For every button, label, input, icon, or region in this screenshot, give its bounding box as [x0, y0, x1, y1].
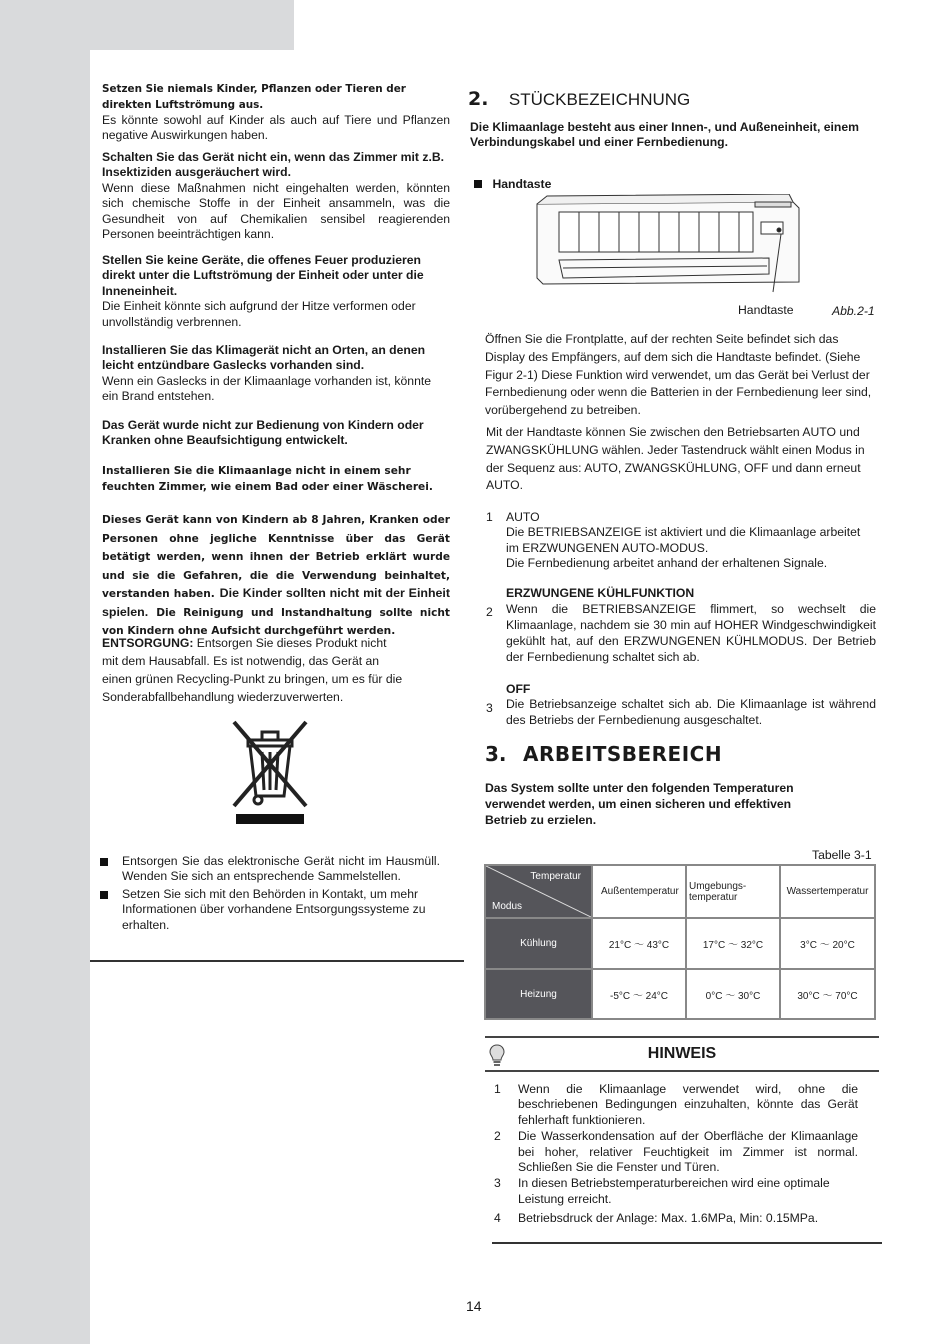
note-text: Die Wasserkondensation auf der Oberfläche der Klimaanlage bei hoher, relativer Feuchtigkeit im Zimmer ist normal. Schließen Sie die Fenster und Türen. — [518, 1129, 858, 1175]
note-number: 2 — [494, 1129, 501, 1144]
mode-item-off — [486, 682, 876, 728]
cell-cooling-ambient: 17°C ～ 32°C — [687, 919, 779, 968]
warning-children-play: Die Kinder sollten nicht mit der Einheit spielen. — [102, 586, 450, 619]
note-text: Betriebsdruck der Anlage: Max. 1.6MPa, Min: 0.15MPa. — [518, 1211, 819, 1226]
item-title: ERZWUNGENE KÜHLFUNKTION — [506, 586, 695, 600]
warning-open-fire — [102, 253, 450, 330]
weee-crossed-bin-icon — [228, 718, 312, 826]
warning-children-plants — [102, 82, 450, 144]
page-number: 14 — [466, 1298, 482, 1314]
note-item — [494, 1129, 858, 1175]
page-margin-left — [0, 0, 90, 1344]
warning-heading: Dieses Gerät kann von Kindern ab 8 Jahren, Kranken oder Personen ohne jegliche Kenntnisse über das Gerät betätigt werden, wenn ihnen der Betrieb erklärt wurde und sie die Gefahren, die die Verwendung beinhaltet, verstanden haben. — [102, 514, 450, 600]
bullet-item — [100, 887, 440, 933]
section-3-intro: Das System sollte unter den folgenden Temperaturen verwendet werden, um einen sicheren und effektiven Betrieb zu erzielen. — [485, 781, 794, 827]
warning-heading: Installieren Sie das Klimagerät nicht an Orten, an denen leicht entzündbare Gaslecks vorhanden sind. — [102, 343, 426, 373]
cell-heating-water: 30°C ～ 70°C — [781, 970, 874, 1018]
warning-heading: Setzen Sie niemals Kinder, Pflanzen oder Tieren der direkten Luftströmung aus. — [102, 83, 406, 111]
note-number: 4 — [494, 1211, 501, 1226]
warning-humid-room — [102, 463, 450, 495]
note-header-box — [485, 1036, 879, 1072]
table-corner-cell — [486, 866, 591, 917]
item-number: 2 — [486, 605, 493, 619]
warning-gas-leak — [102, 343, 450, 405]
cell-heating-ambient: 0°C ～ 30°C — [687, 970, 779, 1018]
section-2-heading — [468, 88, 690, 110]
mode-item-forced-cooling — [486, 586, 876, 665]
warning-children-age — [102, 510, 450, 640]
bullet-text: Setzen Sie sich mit den Behörden in Kontakt, um mehr Informationen über vorhandene Entsorgungssysteme zu erhalten. — [122, 886, 426, 932]
section-2-intro: Die Klimaanlage besteht aus einer Innen-, und Außeneinheit, einem Verbindungskabel und einer Fernbedienung. — [470, 120, 859, 150]
header-water-temp: Wassertemperatur — [781, 866, 874, 917]
temperature-table — [484, 864, 876, 1020]
header-outdoor-temp: Außentemperatur — [593, 866, 685, 917]
warning-heading: Schalten Sie das Gerät nicht ein, wenn das Zimmer mit z.B. Insektiziden ausgeräuchert wird. — [102, 150, 445, 180]
item-text: Die BETRIEBSANZEIGE ist aktiviert und die Klimaanlage arbeitet im ERZWUNGENEN AUTO-MODUS. — [506, 525, 861, 555]
warning-heading: Stellen Sie keine Geräte, die offenes Feuer produzieren direkt unter die Luftströmung der Einheit oder unter die Inneneinheit. — [102, 253, 424, 298]
indoor-unit-illustration — [533, 194, 805, 294]
item-title: AUTO — [506, 510, 540, 524]
section-title: ARBEITSBEREICH — [522, 742, 723, 766]
warning-body: Die Einheit könnte sich aufgrund der Hitze verformen oder unvollständig verbrennen. — [102, 299, 416, 329]
header-ambient-temp: Umgebungs- temperatur — [687, 866, 779, 917]
item-title: OFF — [506, 682, 531, 696]
note-item — [494, 1211, 858, 1226]
item-text: Die Betriebsanzeige schaltet sich ab. Die Klimaanlage ist während des Betriebs der Fernbedienung ausgeschaltet. — [506, 697, 876, 727]
note-text: In diesen Betriebstemperaturbereichen wird eine optimale Leistung erreicht. — [518, 1176, 830, 1206]
item-text-2: Die Fernbedienung arbeitet anhand der erhaltenen Signale. — [506, 556, 828, 571]
bullet-item — [100, 854, 440, 885]
disposal-text: Entsorgen Sie dieses Produkt nicht mit dem Hausabfall. Es ist notwendig, das Gerät an einen grünen Recycling-Punkt zu bringen, um es für die Sonderabfallbehandlung wiederzuverwerten. — [102, 636, 403, 704]
item-number: 1 — [486, 510, 493, 524]
handtaste-paragraph-1: Öffnen Sie die Frontplatte, auf der rechten Seite befindet sich das Display des Empfängers, auf dem sich die Handtaste befindet. (Siehe Figur 2-1) Diese Funktion wird verwendet, um das Gerät bei Verlust der Fernbedienung oder wenn die Batterien in der Fernbedienung leer sind, vorübergehend zu betreiben. — [485, 332, 872, 418]
bullet-square-icon — [100, 858, 108, 866]
bullet-square-icon — [100, 891, 108, 899]
figure-handtaste-label: Handtaste — [738, 303, 794, 317]
disposal-label: ENTSORGUNG: — [102, 636, 194, 650]
left-column-divider — [90, 960, 464, 962]
note-number: 3 — [494, 1176, 501, 1191]
corner-top-label: Temperatur — [530, 871, 581, 882]
note-number: 1 — [494, 1082, 501, 1096]
row-mode-heating: Heizung — [486, 970, 591, 1018]
note-list — [494, 1082, 858, 1227]
cell-heating-outdoor: -5°C ～ 24°C — [593, 970, 685, 1018]
bullet-text: Entsorgen Sie das elektronische Gerät nicht im Hausmüll. Wenden Sie sich an entsprechende Sammelstellen. — [122, 854, 440, 884]
section-3-heading — [485, 742, 722, 766]
note-item — [494, 1082, 858, 1128]
cell-cooling-water: 3°C ～ 20°C — [781, 919, 874, 968]
item-text: Wenn die BETRIEBSANZEIGE flimmert, so wechselt die Klimaanlage, nachdem sie 30 min auf HOHER Windgeschwindigkeit gekühlt hat, auf den ERZWUNGENEN KÜHLMODUS. Der Betrieb der Fernbedienung schaltet sich ab. — [506, 602, 876, 665]
table-caption: Tabelle 3-1 — [812, 848, 872, 862]
note-text: Wenn die Klimaanlage verwendet wird, ohne die beschriebenen Bedingungen einzuhalten, könnte das Gerät fehlerhaft funktionieren. — [518, 1082, 858, 1127]
row-mode-cooling: Kühlung — [486, 919, 591, 968]
section-number: 3. — [485, 742, 507, 766]
handtaste-heading — [474, 175, 551, 193]
warning-heading: Installieren Sie die Klimaanlage nicht in einem sehr feuchten Zimmer, wie einem Bad oder einer Wäscherei. — [102, 465, 433, 493]
section-number: 2. — [468, 88, 489, 110]
handtaste-paragraph-2: Mit der Handtaste können Sie zwischen den Betriebsarten AUTO und ZWANGSKÜHLUNG wählen. Jeder Tastendruck wählt einen Modus in der Sequenz aus: AUTO, ZWANGSKÜHLUNG, OFF und dann erneut AUTO. — [486, 425, 865, 493]
warning-cleaning: Die Reinigung und Instandhaltung sollte nicht von Kindern ohne Aufsicht durchgeführt werden. — [102, 606, 450, 637]
bullet-square-icon — [474, 180, 482, 188]
section-title: STÜCKBEZEICHNUNG — [508, 90, 691, 109]
warning-heading: Das Gerät wurde nicht zur Bedienung von Kindern oder Kranken ohne Beaufsichtigung entwickelt. — [102, 418, 424, 448]
cell-cooling-outdoor: 21°C ～ 43°C — [593, 919, 685, 968]
warning-supervision — [102, 418, 450, 449]
disposal-bullets — [100, 854, 440, 933]
warning-body: Wenn diese Maßnahmen nicht eingehalten werden, könnten sich chemische Stoffe in der Einheit ansammeln, was die Gesundheit von auf Chemikalien sensibel reagierenden Personen beeinträchtigen kann. — [102, 180, 450, 242]
item-number: 3 — [486, 701, 493, 715]
figure-caption: Abb.2-1 — [832, 304, 875, 318]
warning-body: Wenn ein Gaslecks in der Klimaanlage vorhanden ist, könnte ein Brand entstehen. — [102, 373, 432, 404]
warning-insecticide — [102, 150, 450, 242]
mode-item-auto — [486, 510, 876, 572]
note-item — [494, 1176, 858, 1207]
corner-bottom-label: Modus — [492, 901, 523, 912]
note-title: HINWEIS — [647, 1045, 717, 1062]
note-bottom-rule — [492, 1242, 882, 1244]
warning-body: Es könnte sowohl auf Kinder als auch auf Tiere und Pflanzen negative Auswirkungen haben. — [102, 113, 450, 143]
disposal-notice — [102, 634, 404, 706]
handtaste-label: Handtaste — [492, 177, 552, 191]
